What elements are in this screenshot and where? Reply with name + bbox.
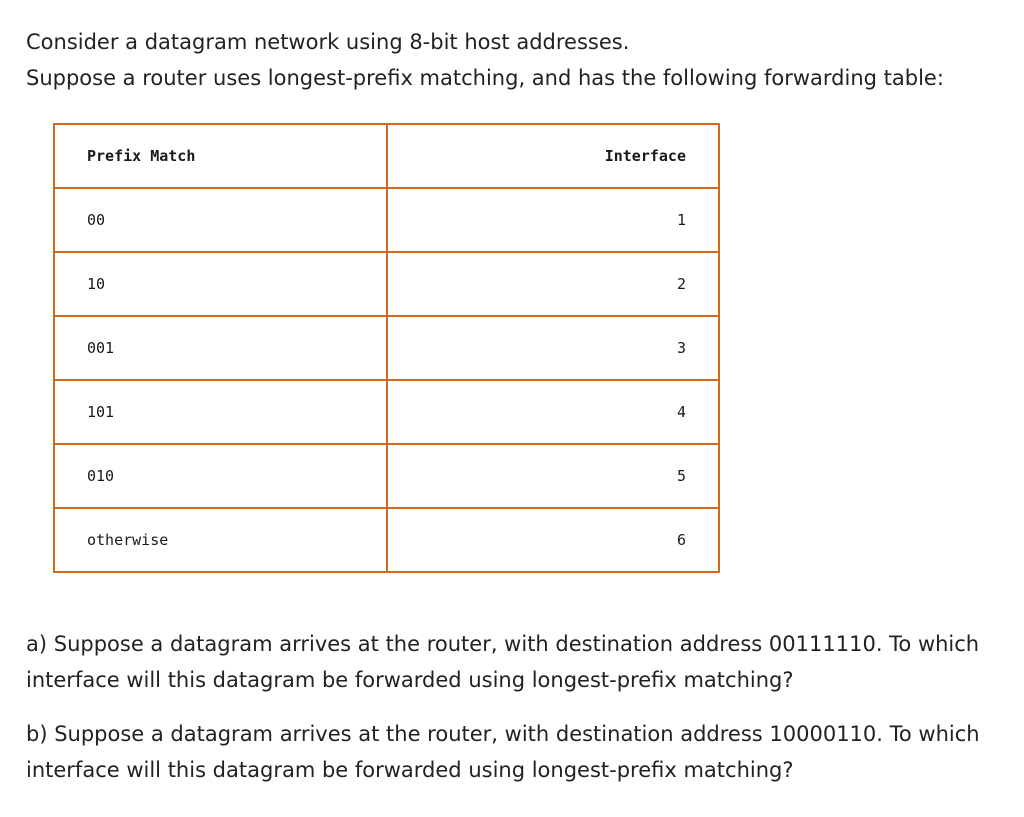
interface-cell: 2: [387, 252, 719, 316]
intro-text: [26, 24, 1006, 96]
prefix-cell: 10: [54, 252, 387, 316]
question-b: b) Suppose a datagram arrives at the router, with destination address 10000110. To which interface will this datagram be forwarded using longest-prefix matching?: [26, 722, 980, 782]
prefix-cell: 00: [54, 188, 387, 252]
table-row: [54, 380, 719, 444]
table-row: [54, 508, 719, 572]
question-a: a) Suppose a datagram arrives at the router, with destination address 00111110. To which interface will this datagram be forwarded using longest-prefix matching?: [26, 632, 980, 692]
interface-cell: 4: [387, 380, 719, 444]
header-prefix-match: Prefix Match: [54, 124, 387, 188]
header-interface: Interface: [387, 124, 719, 188]
interface-cell: 6: [387, 508, 719, 572]
intro-line-1: Consider a datagram network using 8-bit host addresses.: [26, 30, 630, 54]
prefix-cell: 001: [54, 316, 387, 380]
table-row: [54, 444, 719, 508]
table-row: [54, 252, 719, 316]
interface-cell: 5: [387, 444, 719, 508]
questions: [26, 626, 1006, 806]
prefix-cell: 101: [54, 380, 387, 444]
prefix-cell: 010: [54, 444, 387, 508]
prefix-cell: otherwise: [54, 508, 387, 572]
forwarding-table: [53, 123, 720, 573]
table-row: [54, 188, 719, 252]
interface-cell: 1: [387, 188, 719, 252]
table-row: [54, 316, 719, 380]
table-header-row: [54, 124, 719, 188]
intro-line-2: Suppose a router uses longest-prefix matching, and has the following forwarding table:: [26, 66, 944, 90]
interface-cell: 3: [387, 316, 719, 380]
